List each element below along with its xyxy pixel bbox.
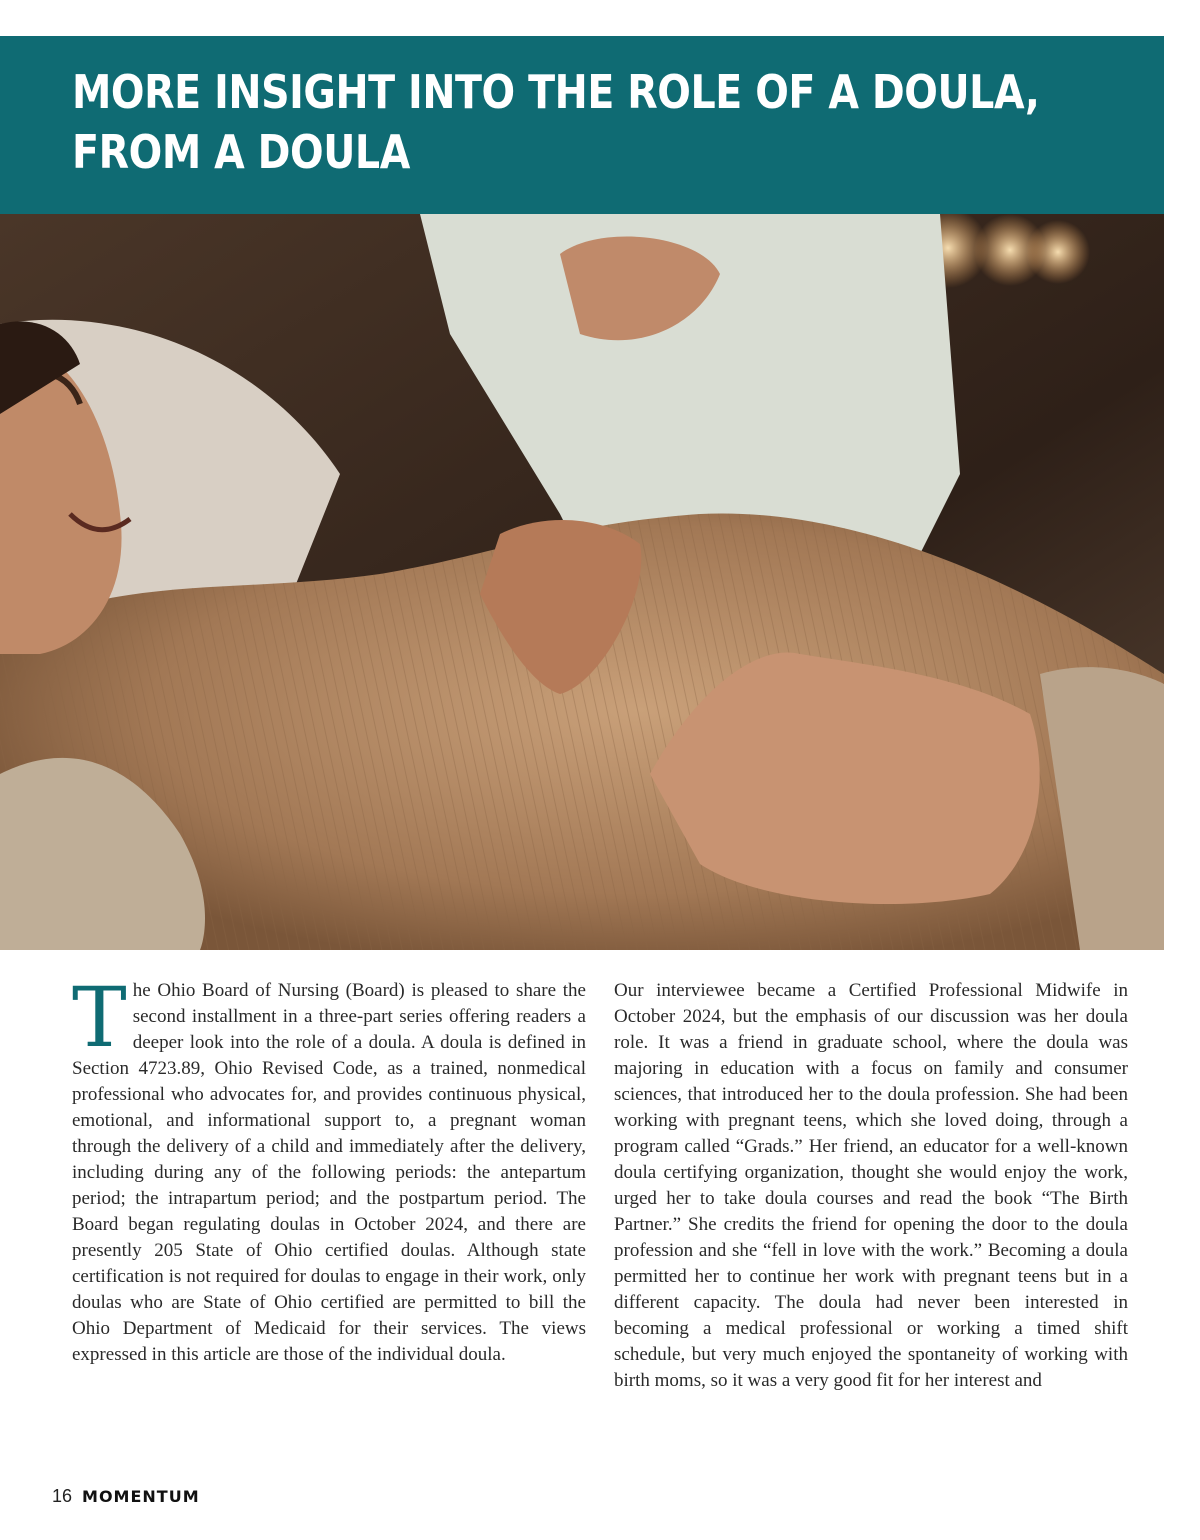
title-line-1: MORE INSIGHT INTO THE ROLE OF A DOULA, [72,65,1040,119]
page-footer [52,1486,200,1508]
title-line-2: FROM A DOULA [72,125,410,179]
column-left-text: he Ohio Board of Nursing (Board) is pleased to share the second installment in a three-part series offering readers a deeper look into the role of a doula. A doula is defined in Section 4723.89, Ohio Revised Code, as a trained, nonmedical professional who advocates for, and provides continuous physical, emotional, and informational support to, a pregnant woman through the delivery of a child and immediately after the delivery, including during any of the following periods: the antepartum period; the intrapartum period; and the postpartum period. The Board began regulating doulas in October 2024, and there are presently 205 State of Ohio certified doulas. Although state certification is not required for doulas to engage in their work, only doulas who are State of Ohio certified are permitted to bill the Ohio Department of Medicaid for their services. The views expressed in this article are those of the individual doula. [72,980,586,1365]
title-banner [0,36,1164,214]
article-column-left [72,971,586,1368]
article-photo [0,214,1164,950]
article-title [72,62,1164,182]
column-right-text: Our interviewee became a Certified Professional Midwife in October 2024, but the emphasis of our discussion was her doula role. It was a friend in graduate school, where the doula was majoring in education with a focus on family and consumer sciences, that introduced her to the doula profession. She had been working with pregnant teens, which she loved doing, through a program called “Grads.” Her friend, an educator for a well-known doula certifying organization, thought she would enjoy the work, urged her to take doula courses and read the book “The Birth Partner.” She credits the friend for opening the door to the doula profession and she “fell in love with the work.” Becoming a doula permitted her to continue her work with pregnant teens but in a different capacity. The doula had never been interested in becoming a medical professional or working a timed shift schedule, but very much enjoyed the spontaneity of working with birth moms, so it was a very good fit for her interest and [614,980,1128,1391]
article-column-right [614,978,1128,1394]
drop-cap: T [72,971,127,1066]
page-number: 16 [52,1486,73,1506]
publication-name: MOMENTUM [82,1487,200,1506]
photo-illustration [0,214,1164,950]
